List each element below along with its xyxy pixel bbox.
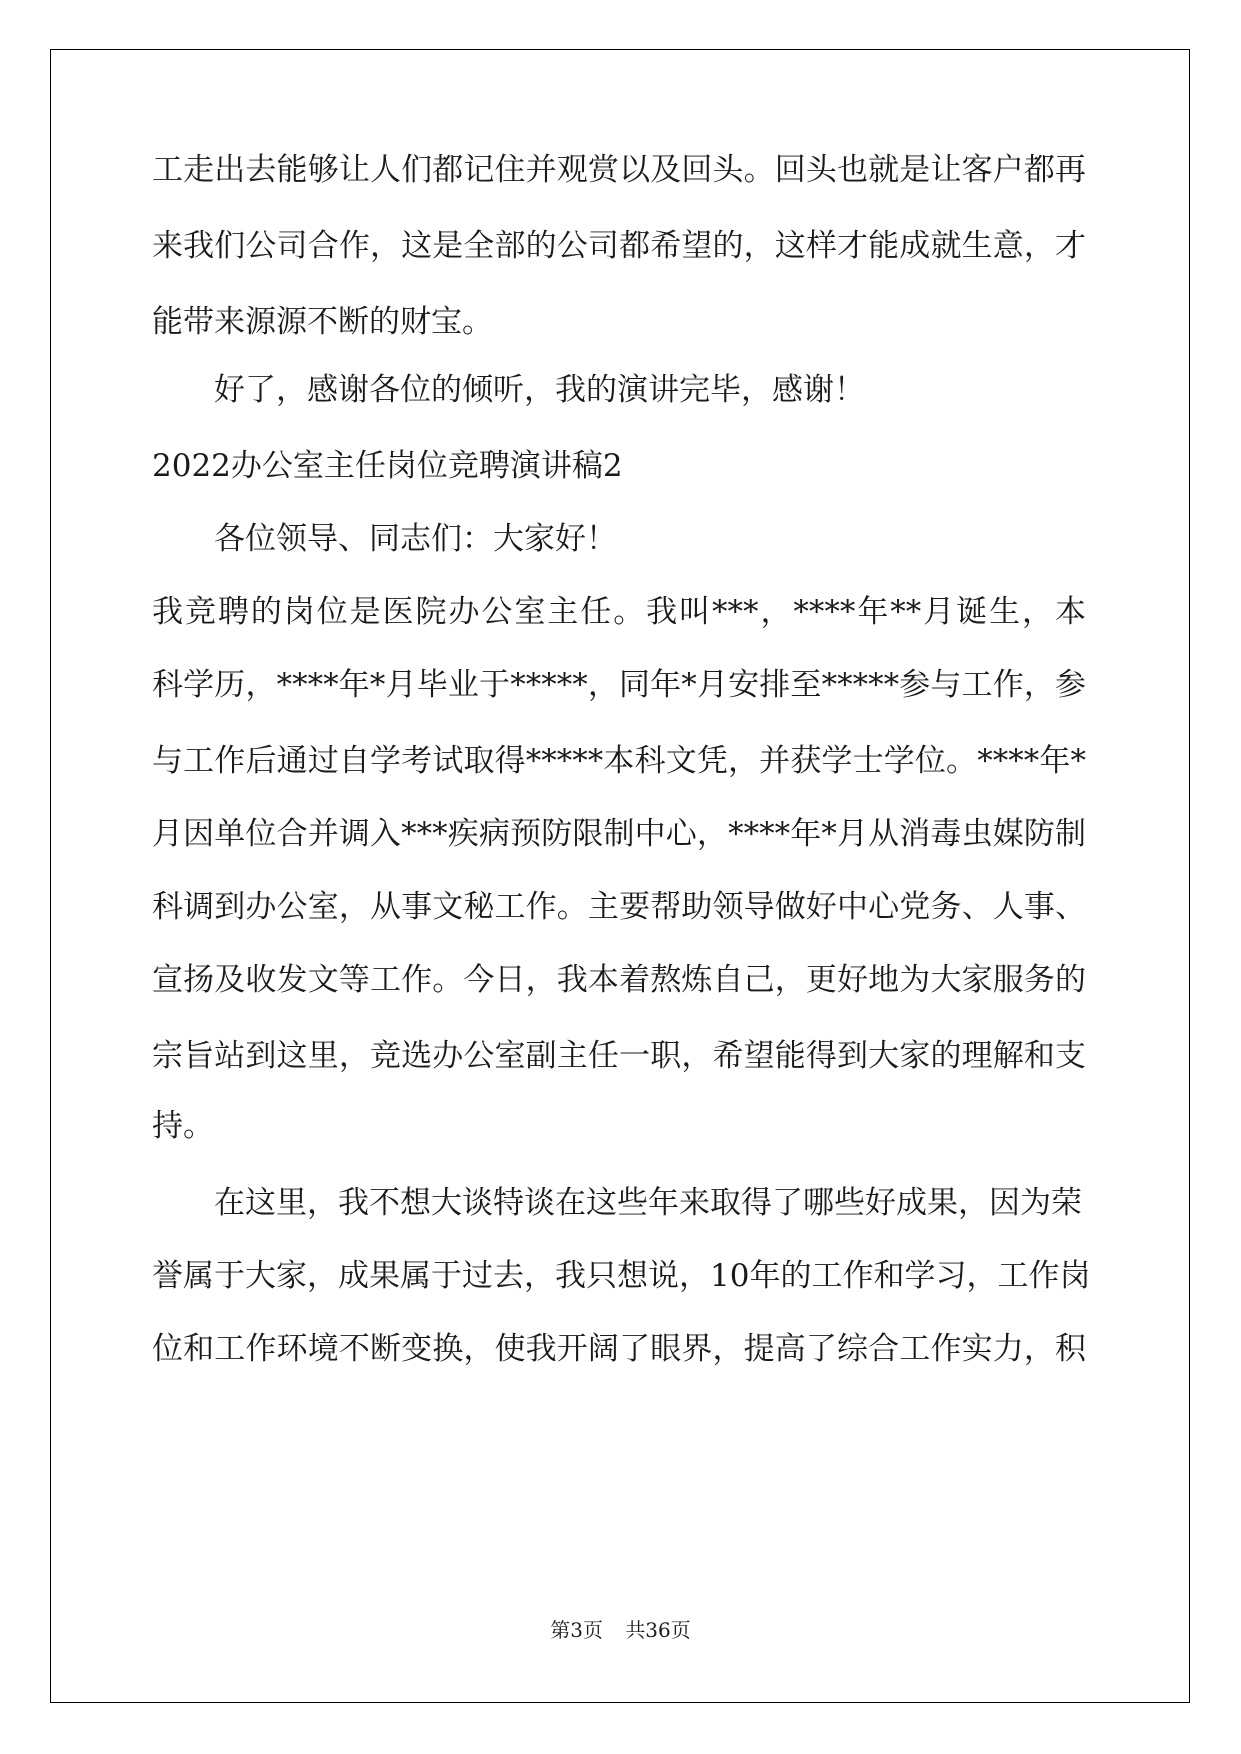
body-line: 月因单位合并调入***疾病预防限制中心，****年*月从消毒虫媒防制 [152, 816, 1086, 852]
body-line: 来我们公司合作，这是全部的公司都希望的，这样才能成就生意，才 [152, 228, 1086, 264]
body-line: 能带来源源不断的财宝。 [152, 304, 493, 340]
body-line: 持。 [152, 1108, 214, 1144]
page-number: 第3页 [550, 1618, 603, 1642]
section-title: 2022办公室主任岗位竞聘演讲稿2 [152, 448, 623, 484]
body-line: 誉属于大家，成果属于过去，我只想说，10年的工作和学习，工作岗 [152, 1258, 1091, 1294]
body-line: 与工作后通过自学考试取得*****本科文凭，并获学士学位。****年* [152, 743, 1086, 779]
body-line: 好了，感谢各位的倾听，我的演讲完毕，感谢！ [214, 372, 865, 408]
body-line: 宗旨站到这里，竞选办公室副主任一职，希望能得到大家的理解和支 [152, 1038, 1086, 1074]
body-line: 在这里，我不想大谈特谈在这些年来取得了哪些好成果，因为荣 [214, 1185, 1082, 1221]
body-line: 我竞聘的岗位是医院办公室主任。我叫***，****年**月诞生，本 [152, 594, 1086, 630]
body-line: 科学历，****年*月毕业于*****，同年*月安排至*****参与工作，参 [152, 667, 1086, 703]
page-border [50, 49, 1190, 1703]
body-line: 宣扬及收发文等工作。今日，我本着熬炼自己，更好地为大家服务的 [152, 962, 1086, 998]
body-line: 科调到办公室，从事文秘工作。主要帮助领导做好中心党务、人事、 [152, 889, 1086, 925]
body-line: 位和工作环境不断变换，使我开阔了眼界，提高了综合工作实力，积 [152, 1331, 1086, 1367]
body-line: 各位领导、同志们：大家好！ [214, 521, 617, 557]
page-footer [0, 1614, 1241, 1643]
body-line: 工走出去能够让人们都记住并观赏以及回头。回头也就是让客户都再 [152, 152, 1086, 188]
page-total: 共36页 [625, 1618, 691, 1642]
